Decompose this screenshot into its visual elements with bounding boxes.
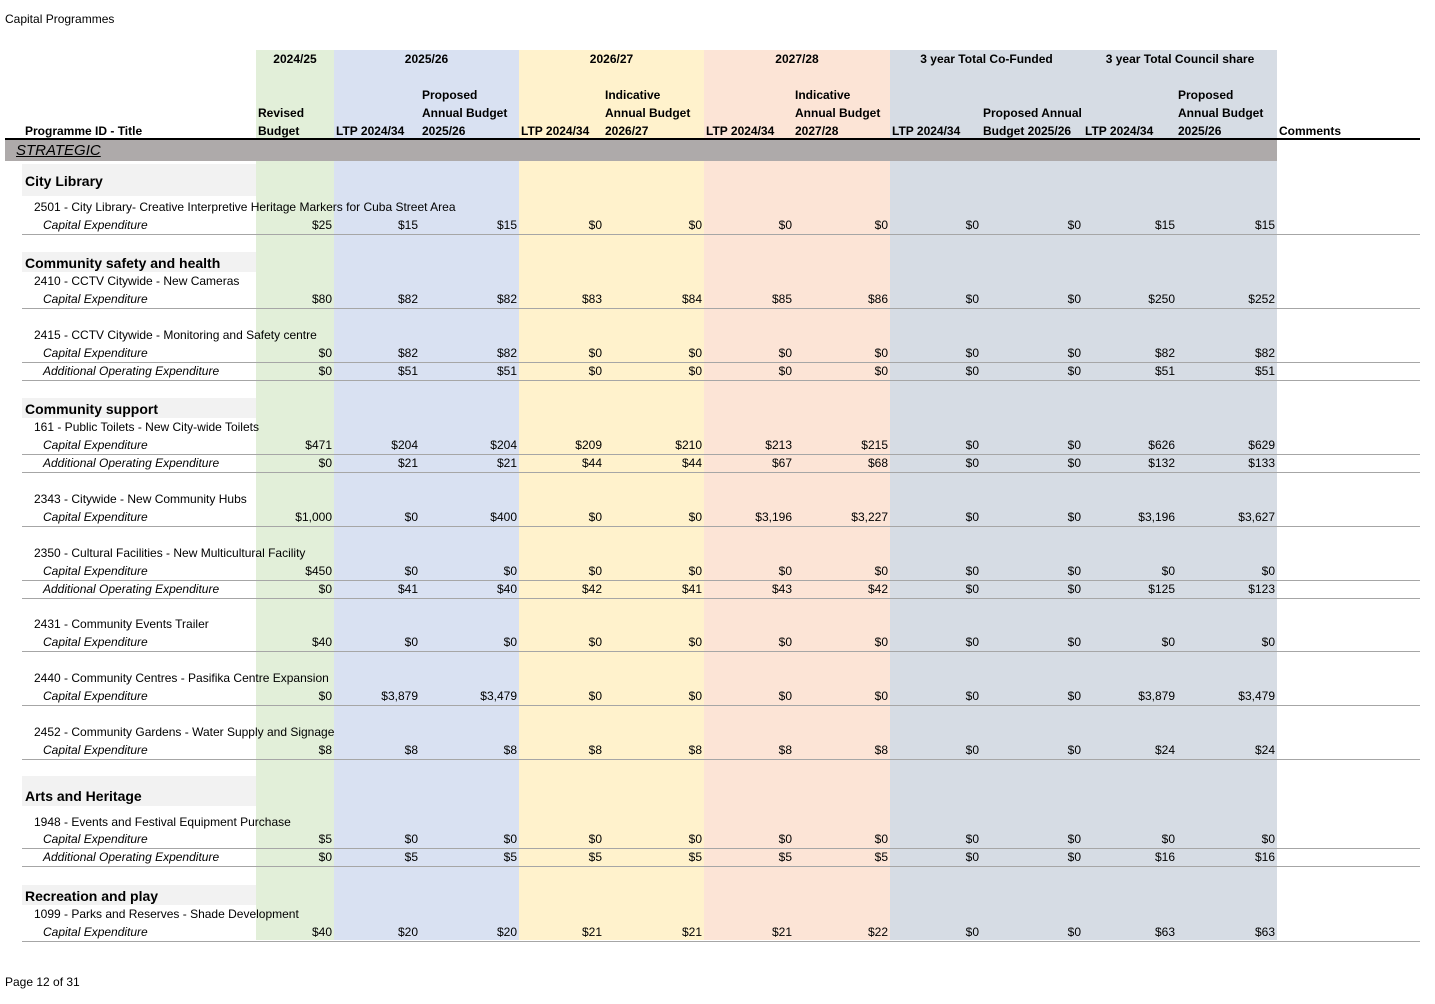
cell-value: $0 (588, 832, 602, 846)
cell-value: $51 (1254, 364, 1275, 378)
cell-value: $67 (771, 456, 792, 470)
cell-value: $0 (874, 689, 888, 703)
cell-value: $5 (688, 850, 702, 864)
section-heading: City Library (25, 173, 103, 189)
cell-value: $0 (318, 582, 332, 596)
cell-value: $21 (496, 456, 517, 470)
programme-title: 2410 - CCTV Citywide - New Cameras (34, 274, 240, 288)
cell-value: $51 (1154, 364, 1175, 378)
cell-value: $0 (1067, 635, 1081, 649)
cell-value: $3,879 (1138, 689, 1175, 703)
programme-title: 2431 - Community Events Trailer (34, 617, 209, 631)
table-row (22, 508, 1420, 527)
column-band-totals (890, 50, 1277, 940)
cell-value: $0 (588, 510, 602, 524)
programme-title: 1099 - Parks and Reserves - Shade Development (34, 907, 299, 921)
section-heading: Arts and Heritage (25, 788, 142, 804)
header-group-3: 2027/28 (775, 52, 819, 66)
column-header-line: Annual Budget (1178, 106, 1264, 120)
row-label: Additional Operating Expenditure (43, 456, 220, 470)
column-header-line: 2026/27 (605, 124, 649, 138)
cell-value: $0 (404, 635, 418, 649)
column-band-2027-28 (704, 50, 890, 940)
column-header-line: LTP 2024/34 (892, 124, 961, 138)
cell-value: $0 (688, 832, 702, 846)
cell-value: $20 (397, 925, 418, 939)
column-header-line: LTP 2024/34 (521, 124, 590, 138)
cell-value: $0 (1067, 689, 1081, 703)
cell-value: $0 (688, 218, 702, 232)
cell-value: $0 (588, 218, 602, 232)
row-label: Additional Operating Expenditure (43, 364, 220, 378)
table-row (22, 687, 1420, 706)
cell-value: $0 (1161, 564, 1175, 578)
cell-value: $3,196 (755, 510, 792, 524)
cell-value: $5 (404, 850, 418, 864)
cell-value: $83 (581, 292, 602, 306)
page-title: Capital Programmes (5, 12, 115, 26)
cell-value: $21 (681, 925, 702, 939)
cell-value: $0 (965, 292, 979, 306)
cell-value: $0 (1261, 635, 1275, 649)
cell-value: $41 (397, 582, 418, 596)
column-header-5 (605, 86, 690, 140)
header-group-5: 3 year Total Council share (1105, 52, 1255, 66)
cell-value: $51 (397, 364, 418, 378)
column-band-2026-27 (519, 50, 704, 940)
row-label: Additional Operating Expenditure (43, 582, 220, 596)
table-row (22, 362, 1420, 381)
cell-value: $5 (874, 850, 888, 864)
cell-value: $82 (397, 292, 418, 306)
cell-value: $51 (496, 364, 517, 378)
cell-value: $8 (588, 743, 602, 757)
cell-value: $0 (1067, 438, 1081, 452)
cell-value: $21 (771, 925, 792, 939)
cell-value: $0 (1067, 582, 1081, 596)
cell-value: $400 (490, 510, 517, 524)
cell-value: $0 (1067, 456, 1081, 470)
cell-value: $204 (391, 438, 418, 452)
cell-value: $15 (397, 218, 418, 232)
row-label: Capital Expenditure (43, 564, 148, 578)
cell-value: $0 (503, 832, 517, 846)
cell-value: $15 (1154, 218, 1175, 232)
cell-value: $0 (874, 635, 888, 649)
cell-value: $0 (1067, 850, 1081, 864)
column-header-line: LTP 2024/34 (336, 124, 405, 138)
cell-value: $24 (1154, 743, 1175, 757)
row-label: Capital Expenditure (43, 832, 148, 846)
column-header-line: Annual Budget (605, 106, 691, 120)
cell-value: $0 (404, 832, 418, 846)
cell-value: $123 (1248, 582, 1275, 596)
cell-value: $8 (874, 743, 888, 757)
column-header-line: Comments (1279, 124, 1342, 138)
column-header-line: Indicative (605, 88, 661, 102)
column-header-line: 2025/26 (1178, 124, 1222, 138)
cell-value: $0 (965, 582, 979, 596)
row-label: Additional Operating Expenditure (43, 850, 220, 864)
cell-value: $20 (496, 925, 517, 939)
cell-value: $132 (1148, 456, 1175, 470)
cell-value: $3,479 (1238, 689, 1275, 703)
cell-value: $3,227 (851, 510, 888, 524)
cell-value: $16 (1254, 850, 1275, 864)
cell-value: $213 (765, 438, 792, 452)
cell-value: $8 (778, 743, 792, 757)
programme-title: 2452 - Community Gardens - Water Supply and Signage (34, 725, 335, 739)
cell-value: $5 (503, 850, 517, 864)
cell-value: $40 (311, 635, 332, 649)
column-header-line: Proposed Annual (983, 106, 1082, 120)
header-group-0: 2024/25 (273, 52, 317, 66)
cell-value: $133 (1248, 456, 1275, 470)
cell-value: $44 (581, 456, 602, 470)
row-label: Capital Expenditure (43, 510, 148, 524)
column-header-line: 2027/28 (795, 124, 839, 138)
cell-value: $0 (588, 564, 602, 578)
cell-value: $3,627 (1238, 510, 1275, 524)
cell-value: $5 (778, 850, 792, 864)
cell-value: $0 (778, 218, 792, 232)
cell-value: $0 (318, 364, 332, 378)
cell-value: $21 (397, 456, 418, 470)
cell-value: $0 (688, 635, 702, 649)
cell-value: $0 (965, 456, 979, 470)
cell-value: $0 (965, 218, 979, 232)
column-header-3 (422, 86, 507, 140)
column-band-2025-26 (334, 50, 519, 940)
cell-value: $0 (688, 564, 702, 578)
cell-value: $43 (771, 582, 792, 596)
column-header-7 (795, 86, 880, 140)
cell-value: $0 (588, 364, 602, 378)
column-header-line: LTP 2024/34 (706, 124, 775, 138)
cell-value: $252 (1248, 292, 1275, 306)
cell-value: $0 (965, 743, 979, 757)
cell-value: $209 (575, 438, 602, 452)
cell-value: $0 (318, 850, 332, 864)
table-row (22, 344, 1420, 363)
table-row (22, 848, 1420, 867)
cell-value: $68 (867, 456, 888, 470)
column-header-1 (258, 104, 304, 140)
row-label: Capital Expenditure (43, 743, 148, 757)
column-header-line: Programme ID - Title (25, 124, 143, 138)
cell-value: $204 (490, 438, 517, 452)
cell-value: $5 (588, 850, 602, 864)
cell-value: $25 (311, 218, 332, 232)
column-header-line: 2025/26 (422, 124, 466, 138)
row-label: Capital Expenditure (43, 689, 148, 703)
cell-value: $44 (681, 456, 702, 470)
cell-value: $250 (1148, 292, 1175, 306)
cell-value: $0 (503, 564, 517, 578)
cell-value: $0 (588, 689, 602, 703)
cell-value: $0 (874, 364, 888, 378)
cell-value: $125 (1148, 582, 1175, 596)
cell-value: $0 (778, 364, 792, 378)
column-band-2024-25 (256, 50, 334, 940)
programme-title: 1948 - Events and Festival Equipment Purchase (34, 815, 291, 829)
programme-title: 2501 - City Library- Creative Interpretive Heritage Markers for Cuba Street Area (34, 200, 456, 214)
cell-value: $0 (318, 346, 332, 360)
row-label: Capital Expenditure (43, 346, 148, 360)
cell-value: $450 (305, 564, 332, 578)
cell-value: $0 (874, 832, 888, 846)
column-header-line: Annual Budget (795, 106, 881, 120)
cell-value: $0 (778, 346, 792, 360)
cell-value: $8 (404, 743, 418, 757)
cell-value: $0 (1067, 832, 1081, 846)
cell-value: $85 (771, 292, 792, 306)
cell-value: $1,000 (295, 510, 332, 524)
cell-value: $0 (1067, 564, 1081, 578)
table-row (22, 830, 1420, 849)
cell-value: $0 (1067, 510, 1081, 524)
cell-value: $0 (778, 832, 792, 846)
cell-value: $42 (581, 582, 602, 596)
table-row (22, 633, 1420, 652)
cell-value: $0 (1067, 925, 1081, 939)
cell-value: $0 (1161, 832, 1175, 846)
cell-value: $0 (965, 510, 979, 524)
cell-value: $15 (1254, 218, 1275, 232)
cell-value: $3,479 (480, 689, 517, 703)
cell-value: $0 (874, 564, 888, 578)
cell-value: $63 (1154, 925, 1175, 939)
cell-value: $41 (681, 582, 702, 596)
header-group-4: 3 year Total Co-Funded (920, 52, 1053, 66)
cell-value: $82 (1254, 346, 1275, 360)
table-row (22, 580, 1420, 599)
cell-value: $0 (1067, 218, 1081, 232)
cell-value: $82 (1154, 346, 1175, 360)
cell-value: $80 (311, 292, 332, 306)
cell-value: $86 (867, 292, 888, 306)
cell-value: $0 (778, 564, 792, 578)
row-label: Capital Expenditure (43, 218, 148, 232)
category-band (5, 140, 1277, 161)
cell-value: $82 (397, 346, 418, 360)
cell-value: $5 (318, 832, 332, 846)
cell-value: $8 (688, 743, 702, 757)
table-row (22, 741, 1420, 760)
row-label: Capital Expenditure (43, 925, 148, 939)
cell-value: $16 (1154, 850, 1175, 864)
cell-value: $21 (581, 925, 602, 939)
cell-value: $0 (965, 364, 979, 378)
cell-value: $40 (496, 582, 517, 596)
section-heading: Recreation and play (25, 888, 159, 904)
cell-value: $0 (874, 218, 888, 232)
header-group-1: 2025/26 (404, 52, 449, 66)
cell-value: $42 (867, 582, 888, 596)
cell-value: $0 (965, 850, 979, 864)
row-label: Capital Expenditure (43, 438, 148, 452)
cell-value: $626 (1148, 438, 1175, 452)
cell-value: $0 (1261, 832, 1275, 846)
cell-value: $0 (404, 564, 418, 578)
section-heading: Community support (25, 401, 158, 417)
column-header-line: Proposed (1178, 88, 1234, 102)
cell-value: $24 (1254, 743, 1275, 757)
cell-value: $0 (1067, 364, 1081, 378)
cell-value: $3,196 (1138, 510, 1175, 524)
cell-value: $0 (965, 832, 979, 846)
cell-value: $0 (588, 346, 602, 360)
programme-title: 2440 - Community Centres - Pasifika Centre Expansion (34, 671, 329, 685)
cell-value: $0 (1067, 346, 1081, 360)
cell-value: $8 (318, 743, 332, 757)
column-header-line: Revised (258, 106, 305, 120)
cell-value: $63 (1254, 925, 1275, 939)
cell-value: $0 (404, 510, 418, 524)
category-label: STRATEGIC (16, 142, 101, 159)
cell-value: $0 (965, 635, 979, 649)
table-row (22, 436, 1420, 455)
cell-value: $0 (1067, 292, 1081, 306)
cell-value: $0 (1261, 564, 1275, 578)
page-footer: Page 12 of 31 (5, 975, 80, 989)
column-header-11 (1178, 86, 1263, 140)
table-row (22, 454, 1420, 473)
cell-value: $0 (965, 346, 979, 360)
cell-value: $0 (318, 689, 332, 703)
cell-value: $0 (965, 438, 979, 452)
table-row (22, 562, 1420, 581)
cell-value: $0 (874, 346, 888, 360)
column-header-line: LTP 2024/34 (1085, 124, 1154, 138)
column-header-9 (983, 104, 1082, 140)
table-row (22, 216, 1420, 235)
cell-value: $0 (965, 689, 979, 703)
cell-value: $215 (861, 438, 888, 452)
header-group-2: 2026/27 (589, 52, 634, 66)
cell-value: $0 (688, 346, 702, 360)
cell-value: $210 (675, 438, 702, 452)
cell-value: $15 (496, 218, 517, 232)
cell-value: $40 (311, 925, 332, 939)
programme-title: 2343 - Citywide - New Community Hubs (34, 492, 247, 506)
cell-value: $0 (965, 925, 979, 939)
cell-value: $0 (965, 564, 979, 578)
column-header-line: Indicative (795, 88, 851, 102)
cell-value: $3,879 (381, 689, 418, 703)
cell-value: $0 (318, 456, 332, 470)
cell-value: $22 (867, 925, 888, 939)
column-header-line: Budget 2025/26 (983, 124, 1072, 138)
row-label: Capital Expenditure (43, 292, 148, 306)
column-header-line: Proposed (422, 88, 478, 102)
cell-value: $629 (1248, 438, 1275, 452)
cell-value: $471 (305, 438, 332, 452)
cell-value: $0 (588, 635, 602, 649)
table-row (22, 290, 1420, 309)
cell-value: $0 (688, 689, 702, 703)
section-heading: Community safety and health (25, 255, 221, 271)
programme-title: 161 - Public Toilets - New City-wide Toilets (34, 420, 259, 434)
cell-value: $0 (778, 635, 792, 649)
cell-value: $0 (688, 364, 702, 378)
cell-value: $8 (503, 743, 517, 757)
programme-title: 2350 - Cultural Facilities - New Multicultural Facility (34, 546, 306, 560)
cell-value: $0 (1067, 743, 1081, 757)
cell-value: $82 (496, 346, 517, 360)
table-row (22, 923, 1420, 942)
cell-value: $0 (503, 635, 517, 649)
cell-value: $0 (688, 510, 702, 524)
programme-title: 2415 - CCTV Citywide - Monitoring and Safety centre (34, 328, 317, 342)
cell-value: $82 (496, 292, 517, 306)
cell-value: $0 (1161, 635, 1175, 649)
column-header-line: Annual Budget (422, 106, 508, 120)
row-label: Capital Expenditure (43, 635, 148, 649)
cell-value: $84 (681, 292, 702, 306)
cell-value: $0 (778, 689, 792, 703)
column-header-line: Budget (258, 124, 300, 138)
